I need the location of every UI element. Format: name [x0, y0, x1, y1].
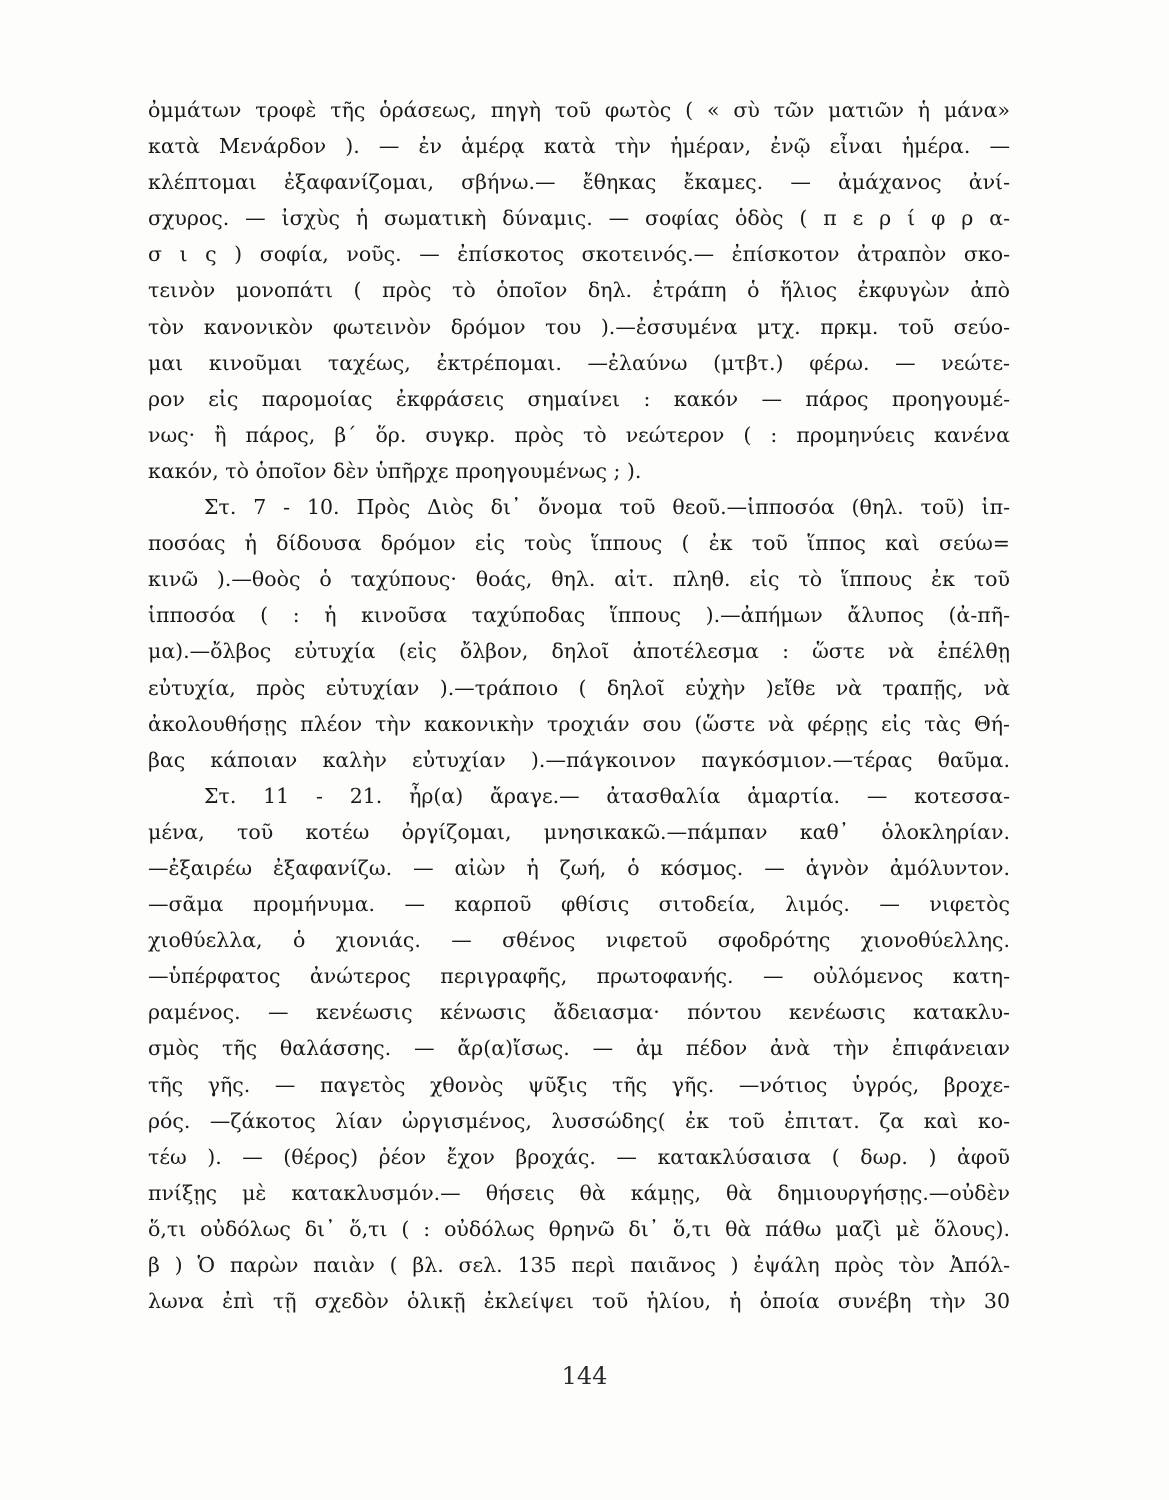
text-line: κινῶ ).—θοὸς ὁ ταχύπους· θοάς, θηλ. αἰτ. πληθ. εἰς τὸ ἵππους ἐκ τοῦ	[148, 567, 1010, 592]
text-line: χιοθύελλα, ὁ χιονιάς. — σθένος νιφετοῦ σφοδρότης χιονοθύελλης.	[148, 928, 1010, 953]
text-line: ρός. —ζάκοτος λίαν ὠργισμένος, λυσσώδης( ἐκ τοῦ ἐπιτατ. ζα καὶ κο-	[148, 1108, 1010, 1133]
text-line: ἀκολουθήσῃς πλέον τὴν κακονικὴν τροχιάν σου (ὥστε νὰ φέρῃς εἰς τὰς Θή-	[148, 711, 1010, 736]
page-text	[148, 92, 1010, 1319]
text-line: εὐτυχία, πρὸς εὐτυχίαν ).—τράποιο ( δηλοῖ εὐχὴν )εἴθε νὰ τραπῇς, νὰ	[148, 675, 1010, 700]
text-line: νως· ἢ πάρος, β΄ ὅρ. συγκρ. πρὸς τὸ νεώτερον ( : προμηνύεις κανένα	[148, 422, 1010, 447]
text-line: ραμένος. — κενέωσις κένωσις ἄδειασμα· πόντου κενέωσις κατακλυ-	[148, 1000, 1010, 1025]
text-line: τέω ). — (θέρος) ῥέον ἔχον βροχάς. — κατακλύσαισα ( δωρ. ) ἀφοῦ	[148, 1144, 1010, 1169]
text-line: σ ι ς ) σοφία, νοῦς. — ἐπίσκοτος σκοτεινός.— ἐπίσκοτον ἀτραπὸν σκο-	[148, 242, 1010, 267]
text-line: μαι κινοῦμαι ταχέως, ἐκτρέπομαι. —ἐλαύνω (μτβτ.) φέρω. — νεώτε-	[148, 350, 1010, 375]
text-line: τεινὸν μονοπάτι ( πρὸς τὸ ὁποῖον δηλ. ἐτράπη ὁ ἥλιος ἐκφυγὼν ἀπὸ	[148, 278, 1010, 303]
text-line: τὸν κανονικὸν φωτεινὸν δρόμον του ).—ἐσσυμένα μτχ. πρκμ. τοῦ σεύο-	[148, 314, 1010, 339]
text-line: ρον εἰς παρομοίας ἐκφράσεις σημαίνει : κακόν — πάρος προηγουμέ-	[148, 386, 1010, 411]
text-line: λωνα ἐπὶ τῇ σχεδὸν ὁλικῇ ἐκλείψει τοῦ ἡλίου, ἡ ὁποία συνέβη τὴν 30	[148, 1289, 1010, 1314]
text-line: —ὑπέρφατος ἀνώτερος περιγραφῆς, πρωτοφανής. — οὐλόμενος κατη-	[148, 964, 1010, 989]
text-line: Στ. 11 - 21. ἦρ(α) ἄραγε.— ἀτασθαλία ἁμαρτία. — κοτεσσα-	[204, 783, 1010, 808]
text-line: κλέπτομαι ἐξαφανίζομαι, σβήνω.— ἔθηκας ἔκαμες. — ἀμάχανος ἀνί-	[148, 170, 1010, 195]
text-line: μα).—ὄλβος εὐτυχία (εἰς ὄλβον, δηλοῖ ἀποτέλεσμα : ὥστε νὰ ἐπέλθῃ	[148, 639, 1010, 664]
text-line: κακόν, τὸ ὁποῖον δὲν ὑπῆρχε προηγουμένως ; ).	[148, 458, 642, 483]
text-line: ὅ,τι οὐδόλως δι᾽ ὅ,τι ( : οὐδόλως θρηνῶ δι᾽ ὅ,τι θὰ πάθω μαζὶ μὲ ὅλους).	[148, 1216, 1010, 1241]
page-number: 144	[561, 1362, 608, 1390]
text-line: Στ. 7 - 10. Πρὸς Διὸς δι᾽ ὄνομα τοῦ θεοῦ.—ἱπποσόα (θηλ. τοῦ) ἱπ-	[204, 495, 1010, 520]
text-line: σχυρος. — ἰσχὺς ἡ σωματικὴ δύναμις. — σοφίας ὁδὸς ( π ε ρ ί φ ρ α-	[148, 206, 1010, 231]
text-line: κατὰ Μενάρδον ). — ἐν ἁμέρᾳ κατὰ τὴν ἡμέραν, ἐνῷ εἶναι ἡμέρα. —	[148, 134, 1010, 159]
text-line: ποσόας ἡ δίδουσα δρόμον εἰς τοὺς ἵππους ( ἐκ τοῦ ἵππος καὶ σεύω=	[148, 531, 1010, 556]
text-line: β ) Ὁ παρὼν παιὰν ( βλ. σελ. 135 περὶ παιᾶνος ) ἐψάλη πρὸς τὸν Ἀπόλ-	[148, 1253, 1010, 1277]
text-line: βας κάποιαν καλὴν εὐτυχίαν ).—πάγκοινον παγκόσμιον.—τέρας θαῦμα.	[148, 747, 1010, 772]
text-line: —σᾶμα προμήνυμα. — καρποῦ φθίσις σιτοδεία, λιμός. — νιφετὸς	[148, 892, 1010, 917]
text-line: ἱπποσόα ( : ἡ κινοῦσα ταχύποδας ἵππους ).—ἀπήμων ἄλυπος (ἀ-πῆ-	[148, 603, 1010, 628]
text-line: τῆς γῆς. — παγετὸς χθονὸς ψῦξις τῆς γῆς. —νότιος ὑγρός, βροχε-	[148, 1072, 1010, 1097]
text-line: μένα, τοῦ κοτέω ὀργίζομαι, μνησικακῶ.—πάμπαν καθ᾽ ὁλοκληρίαν.	[148, 819, 1010, 844]
text-line: πνίξῃς μὲ κατακλυσμόν.— θήσεις θὰ κάμῃς, θὰ δημιουργήσῃς.—οὐδὲν	[148, 1180, 1010, 1205]
text-line: σμὸς τῆς θαλάσσης. — ἄρ(α)ἴσως. — ἀμ πέδον ἀνὰ τὴν ἐπιφάνειαν	[148, 1036, 1010, 1061]
text-line: ὀμμάτων τροφὲ τῆς ὁράσεως, πηγὴ τοῦ φωτὸς ( « σὺ τῶν ματιῶν ἡ μάνα»	[148, 98, 1010, 122]
text-line: —ἐξαιρέω ἐξαφανίζω. — αἰὼν ἡ ζωή, ὁ κόσμος. — ἁγνὸν ἀμόλυντον.	[148, 855, 1010, 880]
